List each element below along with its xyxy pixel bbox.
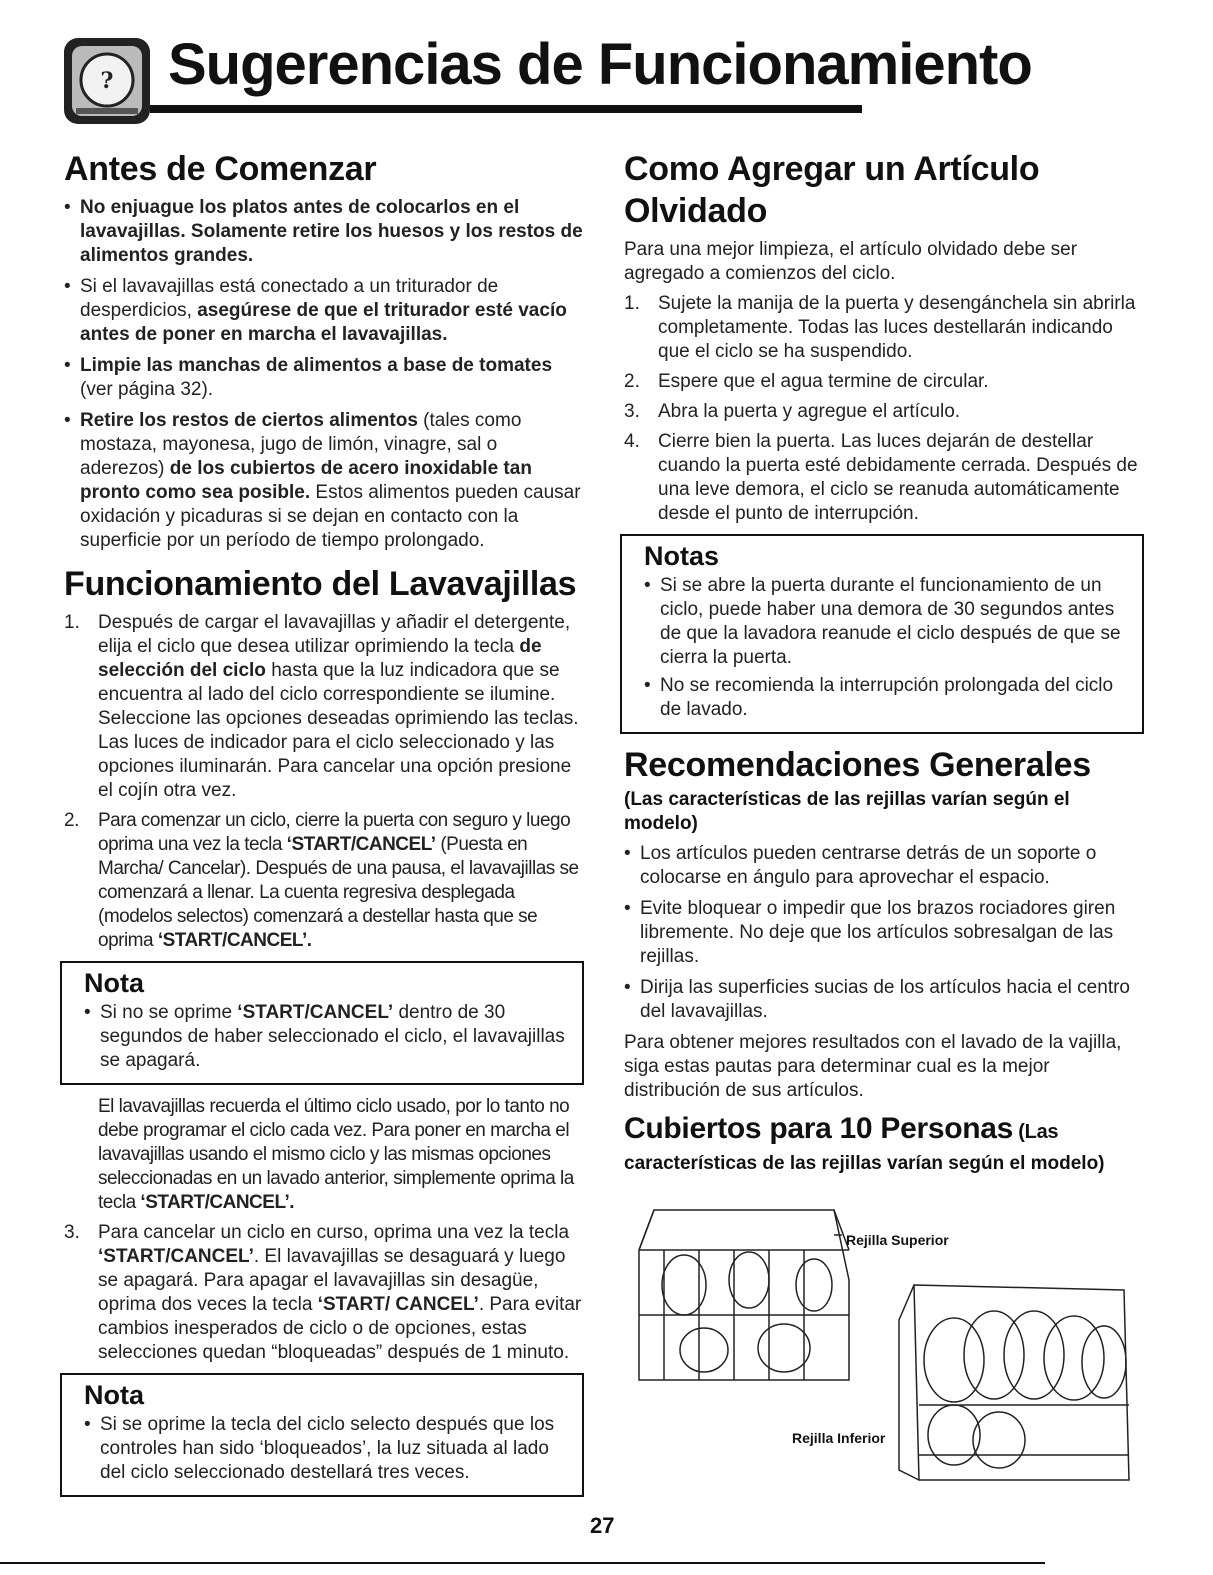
cubiertos-subheading: características de las rejillas varían según el modelo): [624, 1153, 1105, 1174]
list-item: • Limpie las manchas de alimentos a base de tomates (ver página 32).: [64, 354, 584, 402]
upper-rack-label: Rejilla Superior: [846, 1232, 949, 1248]
page-title: Sugerencias de Funcionamiento: [168, 32, 1032, 97]
agregar-intro: Para una mejor limpieza, el artículo olvidado debe ser agregado a comienzos del ciclo.: [624, 239, 1078, 284]
recomendaciones-closing: Para obtener mejores resultados con el lavado de la vajilla, siga estas pautas para determinar cual es la mejor distribución de sus artículos.: [624, 1032, 1122, 1101]
note-item: • No se recomienda la interrupción prolongada del ciclo de lavado.: [644, 674, 1128, 722]
memory-paragraph: El lavavajillas recuerda el último ciclo usado, por lo tanto no debe programar el ciclo cada vez. Para poner en marcha el lavavajillas usando el mismo ciclo y las mismas opciones seleccionadas en un lavado anterior, simplemente oprima la tecla ‘START/CANCEL’.: [98, 1096, 574, 1213]
note-item: • Si se oprime la tecla del ciclo selecto después que los controles han sido ‘bloqueados’, la luz situada al lado del ciclo seleccionado destellará tres veces.: [84, 1413, 568, 1485]
left-column: [64, 148, 584, 1507]
section-heading-recomendaciones: Recomendaciones Generales: [624, 746, 1091, 784]
section-heading-antes: Antes de Comenzar: [64, 150, 377, 188]
list-item: 3. Para cancelar un ciclo en curso, oprima una vez la tecla ‘START/CANCEL’. El lavavajillas se desaguará y luego se apagará. Para apagar el lavavajillas sin desagüe, oprima dos veces la tecla ‘START/ CANCEL’. Para evitar cambios inesperados de ciclo o de opciones, estas selecciones quedan “bloqueadas” después de 1 minuto.: [64, 1222, 582, 1363]
recomendaciones-subheading: (Las características de las rejillas varían según el modelo): [624, 789, 1070, 834]
note-box: [60, 961, 584, 1085]
list-item: • Evite bloquear o impedir que los brazos rociadores giren libremente. No deje que los artículos sobresalgan de las rejillas.: [624, 897, 1144, 969]
dishwasher-tips-icon: [62, 36, 152, 126]
note-title: Nota: [84, 1380, 144, 1410]
list-item: • No enjuague los platos antes de colocarlos en el lavavajillas. Solamente retire los huesos y los restos de alimentos grandes.: [64, 196, 584, 268]
svg-text:?: ?: [100, 68, 114, 94]
bottom-rule: [0, 1562, 1045, 1564]
rack-illustration: [624, 1190, 1144, 1500]
recomendaciones-list: [624, 842, 1144, 1024]
list-item: • Los artículos pueden centrarse detrás de un soporte o colocarse en ángulo para aprovechar el espacio.: [624, 842, 1144, 890]
section-heading-agregar: Como Agregar un Artículo Olvidado: [624, 150, 1040, 230]
list-item: 2. Para comenzar un ciclo, cierre la puerta con seguro y luego oprima una vez la tecla ‘START/CANCEL’ (Puesta en Marcha/ Cancelar). Después de una pausa, el lavavajillas se comenzará a llenar. La cuenta regresiva desplegada (modelos selectos) comenzará a destellar hasta que se oprima ‘START/CANCEL’.: [64, 810, 579, 951]
list-item: • Si el lavavajillas está conectado a un triturador de desperdicios, asegúrese de que el triturador esté vacío antes de poner en marcha el lavavajillas.: [64, 275, 584, 347]
page-number: 27: [590, 1513, 615, 1538]
right-column: [624, 148, 1144, 1500]
notes-title: Notas: [644, 541, 720, 571]
antes-list: [64, 196, 584, 553]
list-item: 3. Abra la puerta y agregue el artículo.: [624, 401, 961, 422]
note-title: Nota: [84, 968, 144, 998]
lower-rack-label: Rejilla Inferior: [792, 1430, 886, 1446]
note-item: • Si no se oprime ‘START/CANCEL’ dentro de 30 segundos de haber seleccionado el ciclo, el lavavajillas se apagará.: [84, 1001, 568, 1073]
notes-box: [620, 534, 1144, 734]
list-item: 1. Después de cargar el lavavajillas y añadir el detergente, elija el ciclo que desea utilizar oprimiendo la tecla de selección del ciclo hasta que la luz indicadora que se encuentra al lado del ciclo correspondiente se ilumine. Seleccione las opciones deseadas oprimiendo las teclas. Las luces de indicador para el ciclo seleccionado y las opciones iluminarán. Para cancelar una opción presione el cojín otra vez.: [64, 612, 579, 801]
note-box: [60, 1373, 584, 1497]
title-underline: [150, 105, 862, 113]
section-heading-funcionamiento: Funcionamiento del Lavavajillas: [64, 565, 577, 603]
list-item: 4. Cierre bien la puerta. Las luces dejarán de destellar cuando la puerta esté debidamente cerrada. Después de una leve demora, el ciclo se reanuda automáticamente desde el punto de interrupción.: [624, 431, 1138, 524]
agregar-steps: [624, 292, 1144, 526]
funcionamiento-steps: [64, 611, 584, 953]
section-heading-cubiertos: Cubiertos para 10 Personas (Las: [624, 1112, 1059, 1145]
list-item: 2. Espere que el agua termine de circular.: [624, 371, 989, 392]
list-item: 1. Sujete la manija de la puerta y desengánchela sin abrirla completamente. Todas las luces destellarán indicando que el ciclo se ha suspendido.: [624, 293, 1136, 362]
list-item: • Retire los restos de ciertos alimentos (tales como mostaza, mayonesa, jugo de limón, vinagre, sal o aderezos) de los cubiertos de acero inoxidable tan pronto como sea posible. Estos alimentos pueden causar oxidación y picaduras si se dejan en contacto con la superficie por un período de tiempo prolongado.: [64, 409, 584, 553]
note-item: • Si se abre la puerta durante el funcionamiento de un ciclo, puede haber una demora de 30 segundos antes de que la lavadora reanude el ciclo después de que se cierra la puerta.: [644, 574, 1128, 670]
list-item: • Dirija las superficies sucias de los artículos hacia el centro del lavavajillas.: [624, 976, 1144, 1024]
